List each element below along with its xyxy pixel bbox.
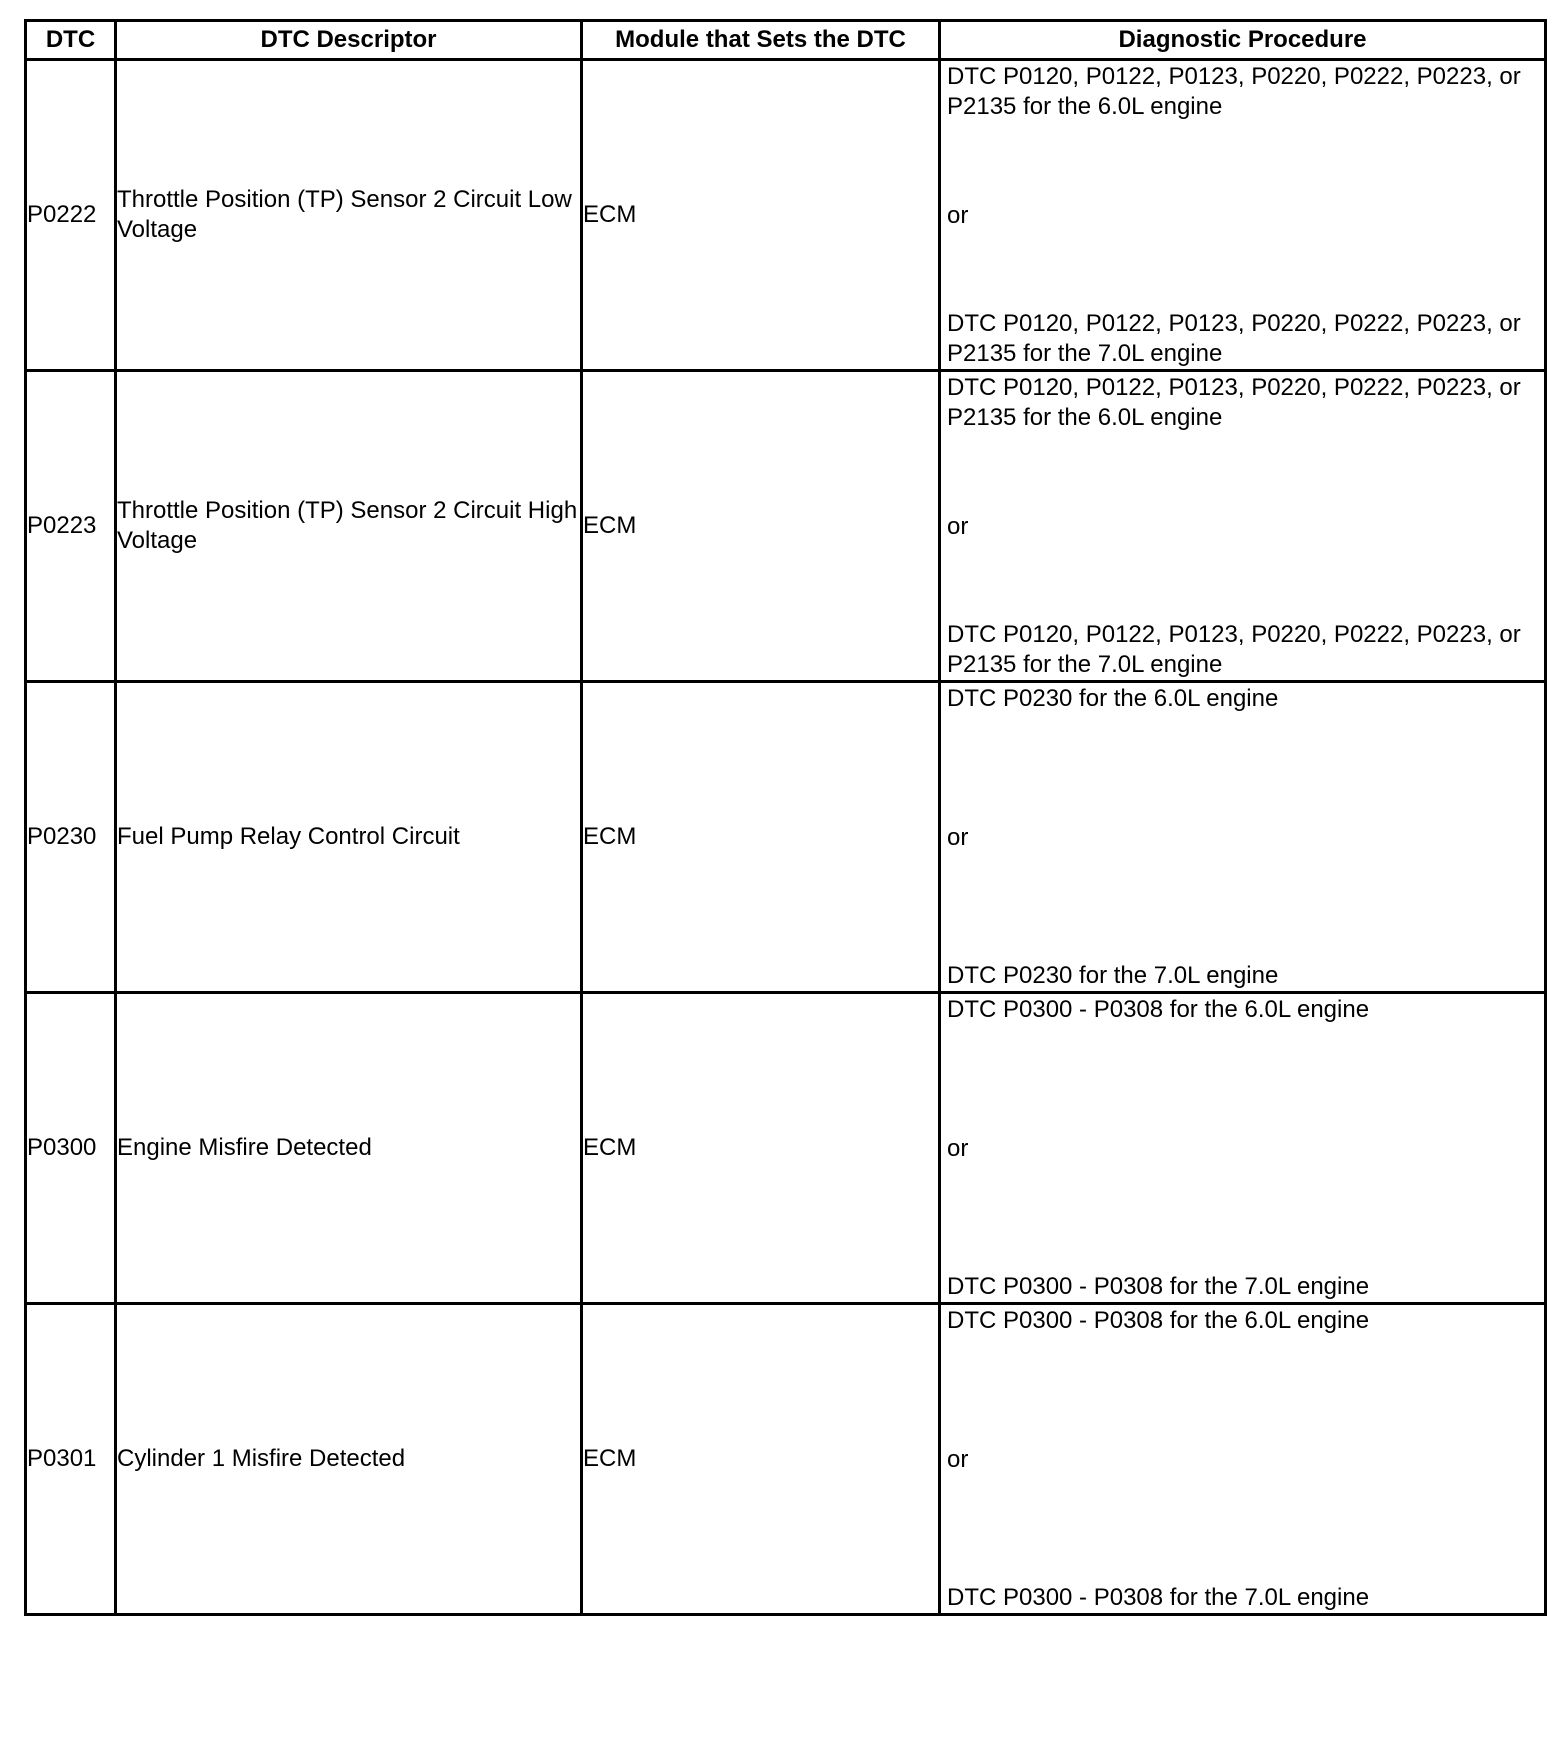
table-row xyxy=(26,682,1546,993)
procedure-or: or xyxy=(947,512,969,540)
dtc-descriptor: Throttle Position (TP) Sensor 2 Circuit Low Voltage xyxy=(116,60,582,371)
procedure-link-6-0l[interactable]: DTC P0230 for the 6.0L engine xyxy=(947,685,1279,712)
header-module: Module that Sets the DTC xyxy=(582,21,940,60)
module-name: ECM xyxy=(582,60,940,371)
procedure-or: or xyxy=(947,201,969,229)
dtc-descriptor: Cylinder 1 Misfire Detected xyxy=(116,1304,582,1615)
dtc-code: P0301 xyxy=(26,1304,116,1615)
table-row xyxy=(26,60,1546,371)
diagnostic-procedure xyxy=(940,371,1546,682)
table-row xyxy=(26,993,1546,1304)
procedure-or: or xyxy=(947,823,969,851)
dtc-descriptor: Engine Misfire Detected xyxy=(116,993,582,1304)
diagnostic-procedure xyxy=(940,60,1546,371)
module-name: ECM xyxy=(582,993,940,1304)
module-name: ECM xyxy=(582,1304,940,1615)
procedure-link-7-0l[interactable]: DTC P0120, P0122, P0123, P0220, P0222, P0223, or P2135 for the 7.0L engine xyxy=(947,310,1521,367)
dtc-descriptor: Throttle Position (TP) Sensor 2 Circuit High Voltage xyxy=(116,371,582,682)
procedure-link-7-0l[interactable]: DTC P0230 for the 7.0L engine xyxy=(947,962,1279,989)
dtc-table xyxy=(24,19,1547,1616)
procedure-link-6-0l[interactable]: DTC P0300 - P0308 for the 6.0L engine xyxy=(947,996,1370,1023)
diagnostic-procedure xyxy=(940,1304,1546,1615)
table-header-row xyxy=(26,21,1546,60)
procedure-link-7-0l[interactable]: DTC P0300 - P0308 for the 7.0L engine xyxy=(947,1584,1370,1611)
dtc-code: P0223 xyxy=(26,371,116,682)
procedure-link-7-0l[interactable]: DTC P0120, P0122, P0123, P0220, P0222, P0223, or P2135 for the 7.0L engine xyxy=(947,621,1521,678)
diagnostic-procedure xyxy=(940,993,1546,1304)
procedure-link-7-0l[interactable]: DTC P0300 - P0308 for the 7.0L engine xyxy=(947,1273,1370,1300)
procedure-or: or xyxy=(947,1134,969,1162)
dtc-code: P0222 xyxy=(26,60,116,371)
dtc-code: P0230 xyxy=(26,682,116,993)
procedure-link-6-0l[interactable]: DTC P0300 - P0308 for the 6.0L engine xyxy=(947,1307,1370,1334)
header-diagnostic-procedure: Diagnostic Procedure xyxy=(940,21,1546,60)
module-name: ECM xyxy=(582,682,940,993)
module-name: ECM xyxy=(582,371,940,682)
procedure-link-6-0l[interactable]: DTC P0120, P0122, P0123, P0220, P0222, P0223, or P2135 for the 6.0L engine xyxy=(947,63,1521,120)
dtc-descriptor: Fuel Pump Relay Control Circuit xyxy=(116,682,582,993)
table-row xyxy=(26,371,1546,682)
header-dtc: DTC xyxy=(26,21,116,60)
header-dtc-descriptor: DTC Descriptor xyxy=(116,21,582,60)
table-row xyxy=(26,1304,1546,1615)
diagnostic-procedure xyxy=(940,682,1546,993)
procedure-or: or xyxy=(947,1445,969,1473)
dtc-code: P0300 xyxy=(26,993,116,1304)
procedure-link-6-0l[interactable]: DTC P0120, P0122, P0123, P0220, P0222, P0223, or P2135 for the 6.0L engine xyxy=(947,374,1521,431)
